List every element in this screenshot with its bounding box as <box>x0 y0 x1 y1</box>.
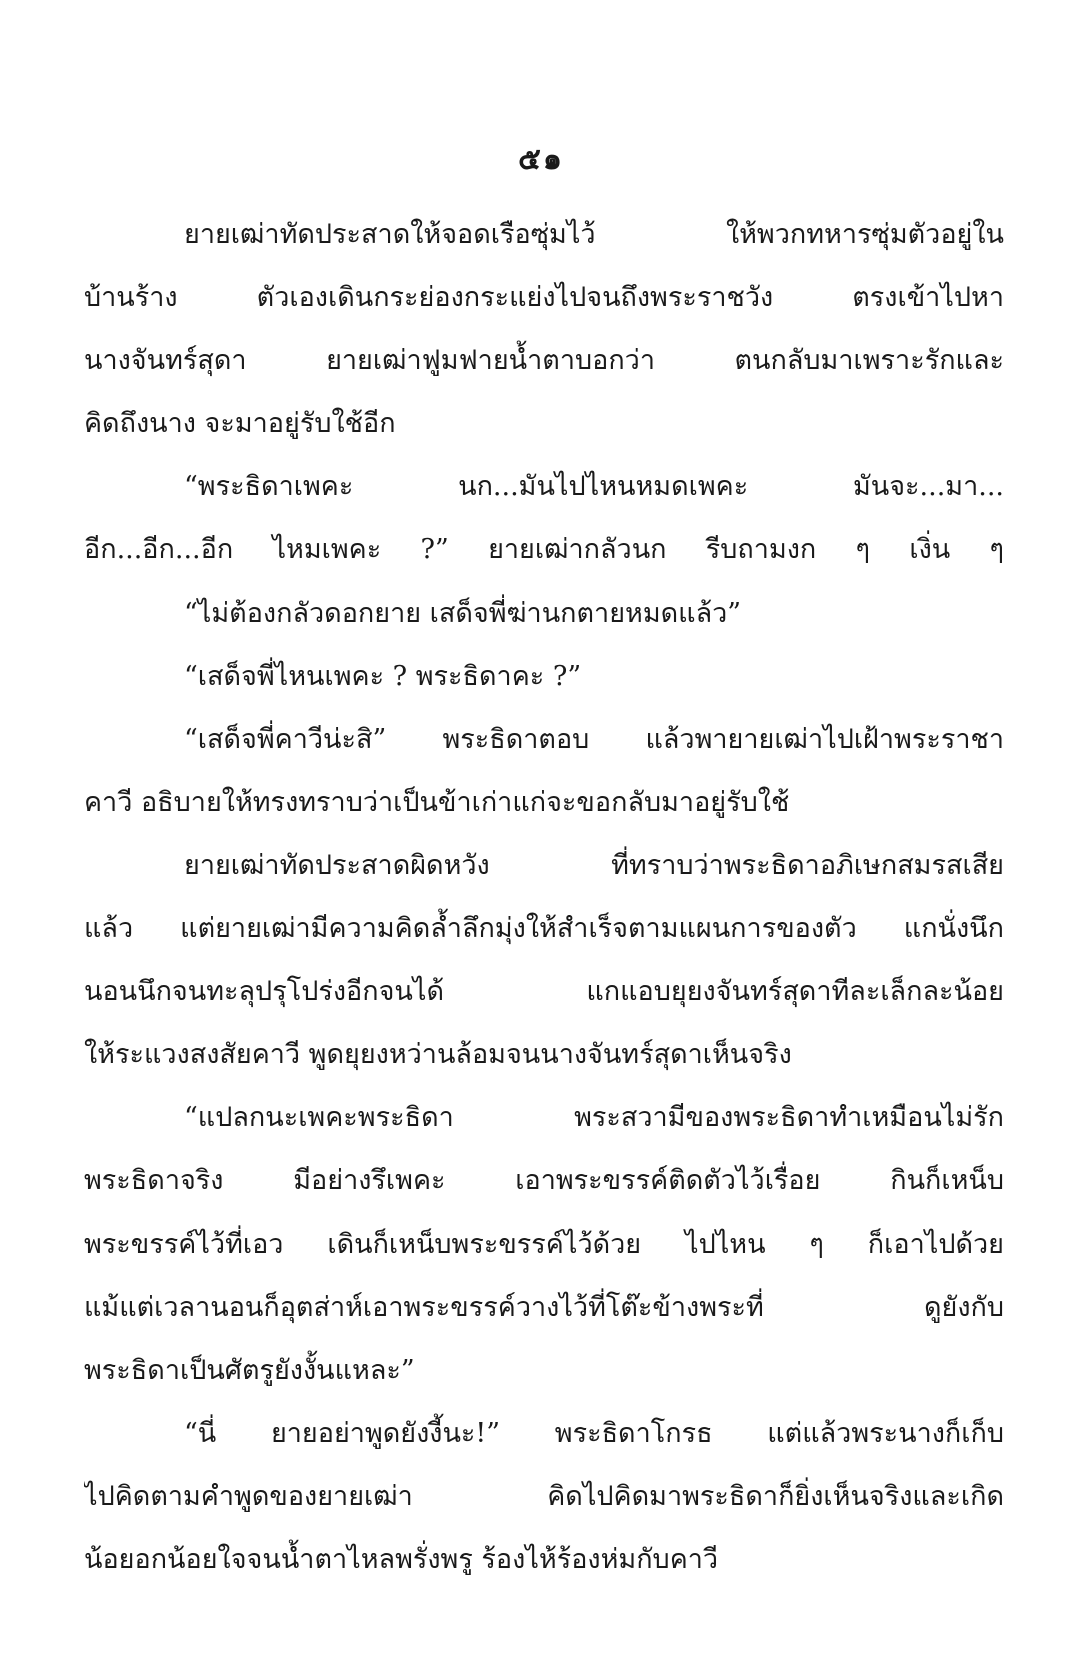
text-line: พระขรรค์ไว้ที่เอว เดินก็เหน็บพระขรรค์ไว้ด้วย ไปไหน ๆ ก็เอาไปด้วย <box>84 1228 1004 1260</box>
body-text <box>84 203 1004 1591</box>
text-line: น้อยอกน้อยใจจนน้ำตาไหลพรั่งพรู ร้องไห้ร้องห่มกับคาวี <box>84 1543 719 1575</box>
text-line: “นี่ ยายอย่าพูดยังงี้นะ!” พระธิดาโกรธ แต่แล้วพระนางก็เก็บ <box>184 1417 1004 1449</box>
text-line: ยายเฒ่าทัดประสาดให้จอดเรือซุ่มไว้ ให้พวกทหารซุ่มตัวอยู่ใน <box>184 219 1004 250</box>
text-line: “ไม่ต้องกลัวดอกยาย เสด็จพี่ฆ่านกตายหมดแล้ว” <box>184 597 742 629</box>
text-line: ไปคิดตามคำพูดของยายเฒ่า คิดไปคิดมาพระธิดาก็ยิ่งเห็นจริงและเกิด <box>84 1480 1004 1512</box>
text-line: ยายเฒ่าทัดประสาดผิดหวัง ที่ทราบว่าพระธิดาอภิเษกสมรสเสีย <box>184 849 1004 881</box>
text-line: พระธิดาจริง มีอย่างรึเพคะ เอาพระขรรค์ติดตัวไว้เรื่อย กินก็เหน็บ <box>84 1165 1004 1197</box>
text-line: “เสด็จพี่ไหนเพคะ ? พระธิดาคะ ?” <box>184 660 582 692</box>
text-line: “เสด็จพี่คาวีน่ะสิ” พระธิดาตอบ แล้วพายายเฒ่าไปเฝ้าพระราชา <box>184 723 1004 755</box>
text-line: “พระธิดาเพคะ นก...มันไปไหนหมดเพคะ มันจะ...มา... <box>184 471 1004 503</box>
text-line: แม้แต่เวลานอนก็อุตส่าห์เอาพระขรรค์วางไว้ที่โต๊ะข้างพระที่ ดูยังกับ <box>84 1291 1004 1323</box>
text-line: พระธิดาเป็นศัตรูยังงั้นแหละ” <box>84 1354 415 1386</box>
text-line: คาวี อธิบายให้ทรงทราบว่าเป็นข้าเก่าแก่จะขอกลับมาอยู่รับใช้ <box>84 786 790 818</box>
text-line: นางจันทร์สุดา ยายเฒ่าฟูมฟายน้ำตาบอกว่า ตนกลับมาเพราะรักและ <box>84 345 1004 377</box>
text-line: บ้านร้าง ตัวเองเดินกระย่องกระแย่งไปจนถึงพระราชวัง ตรงเข้าไปหา <box>84 282 1004 314</box>
text-line: แล้ว แต่ยายเฒ่ามีความคิดล้ำลึกมุ่งให้สำเร็จตามแผนการของตัว แกนั่งนึก <box>84 913 1004 945</box>
text-line: คิดถึงนาง จะมาอยู่รับใช้อีก <box>84 408 396 440</box>
page-number: ๕๑ <box>518 142 564 177</box>
text-line: นอนนึกจนทะลุปรุโปร่งอีกจนได้ แกแอบยุยงจันทร์สุดาทีละเล็กละน้อย <box>84 976 1004 1008</box>
text-line: อีก...อีก...อีก ไหมเพคะ ?” ยายเฒ่ากลัวนก รีบถามงก ๆ เงิ่น ๆ <box>84 534 1004 566</box>
text-line: ให้ระแวงสงสัยคาวี พูดยุยงหว่านล้อมจนนางจันทร์สุดาเห็นจริง <box>84 1039 792 1071</box>
text-line: “แปลกนะเพคะพระธิดา พระสวามีของพระธิดาทำเหมือนไม่รัก <box>184 1102 1004 1134</box>
